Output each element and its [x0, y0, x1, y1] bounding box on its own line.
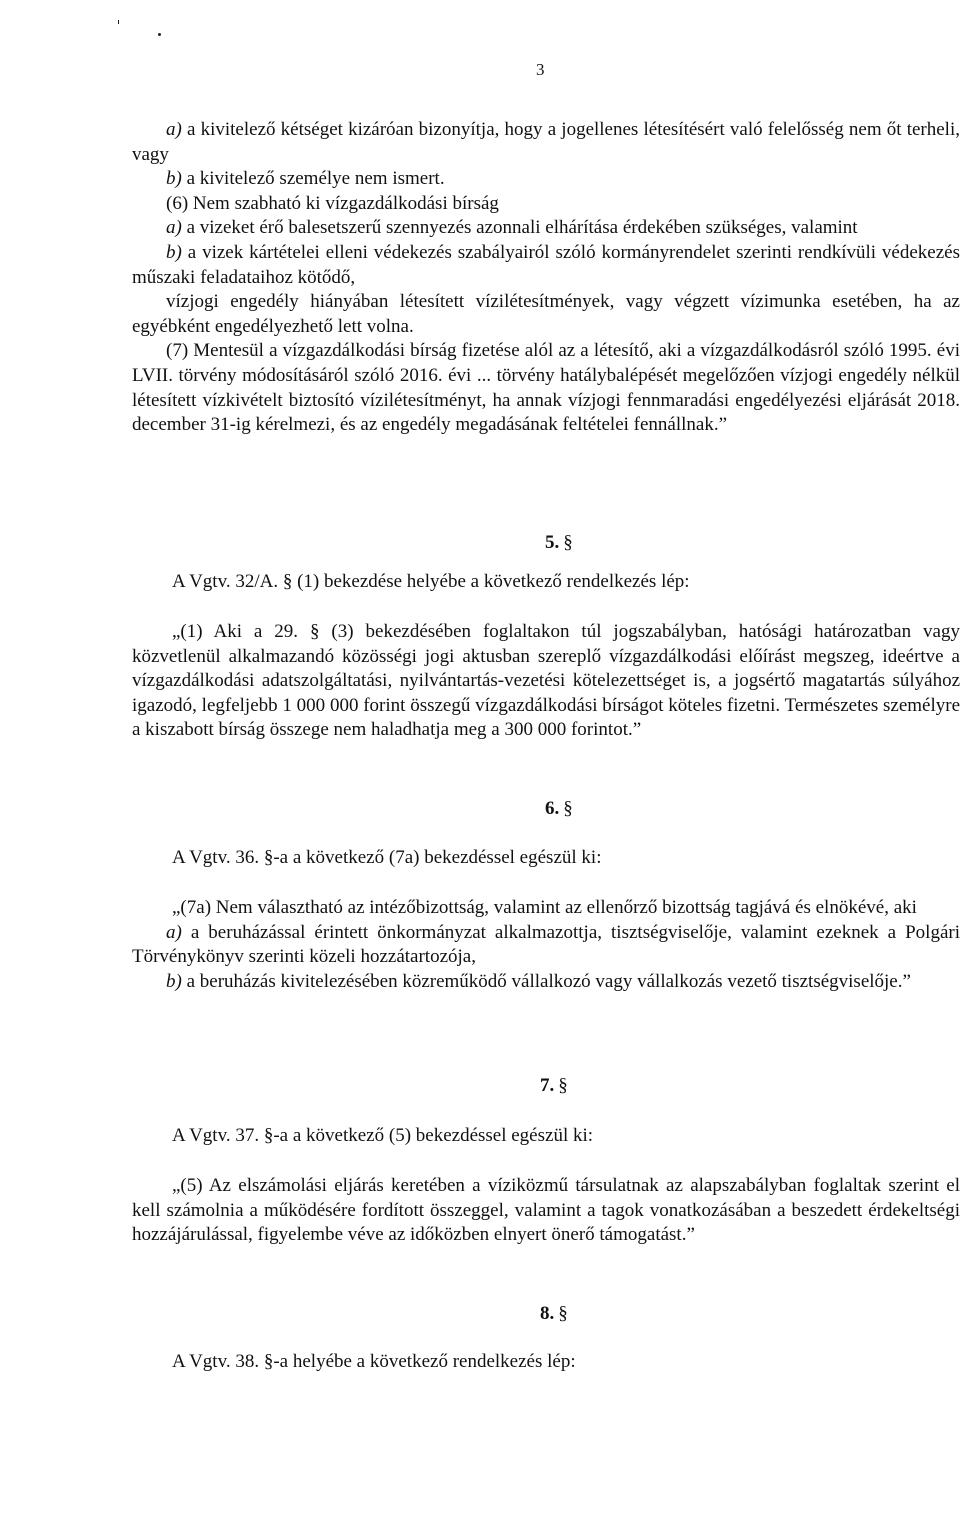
paragraph-text: (7) Mentesül a vízgazdálkodási bírság fizetése alól az a létesítő, aki a vízgazdálkodásról szóló 1995. évi LVII. törvény módosításáról szóló 2016. évi ... törvény hatálybalépését megelőzően vízjogi engedély nélkül létesített vízkivételt biztosító vízilétesítményt, ha annak vízjogi fennmaradási engedélyezési eljárását 2018. december 31-ig kérelmezi, és az engedély megadásának feltételei fennállnak.”	[132, 340, 960, 436]
section-body-5	[132, 620, 960, 743]
paragraph-text: (6) Nem szabható ki vízgazdálkodási bírság	[166, 192, 499, 214]
continuation-block	[132, 118, 960, 438]
point-a-employee	[132, 921, 960, 970]
section-heading-6	[545, 797, 573, 821]
amendment-paragraph-7a	[132, 896, 960, 921]
section-symbol: §	[563, 798, 573, 819]
paragraph-6-closing	[132, 290, 960, 339]
paragraph-text: vízjogi engedély hiányában létesített vízilétesítmények, vagy végzett vízimunka esetében, ha az egyébként engedélyezhető lett volna.	[132, 291, 960, 337]
point-label: b)	[166, 241, 182, 263]
paragraph-text: „(1) Aki a 29. § (3) bekezdésében foglaltakon túl jogszabályban, hatósági határozatban vagy közvetlenül alkalmazandó közösségi jogi aktusban szereplő vízgazdálkodási előírást megszeg, ideértve a vízgazdálkodási adatszolgáltatási, nyilvántartás-vezetési kötelezettséget is, a jogsértő magatartás súlyához igazodó, legfeljebb 1 000 000 forint összegű vízgazdálkodási bírságot köteles fizetni. Természetes személyre a kiszabott bírság összege nem haladhatja meg a 300 000 forintot.”	[132, 621, 960, 741]
section-number: 5.	[545, 532, 560, 553]
section-symbol: §	[558, 1303, 568, 1324]
paragraph-text: „(5) Az elszámolási eljárás keretében a víziközmű társulatnak az alapszabályban foglaltak szerint el kell számolnia a működésére fordított összeggel, valamint a tagok vonatkozásában a beszedett érdekeltségi hozzájárulással, figyelembe véve az időközben elnyert önerő támogatást.”	[132, 1175, 960, 1246]
amendment-paragraph-5	[132, 1174, 960, 1248]
point-label: a)	[166, 119, 182, 140]
point-label: a)	[166, 921, 182, 943]
section-number: 6.	[545, 798, 560, 819]
section-body-7	[132, 1174, 960, 1248]
section-intro-5: A Vgtv. 32/A. § (1) bekezdése helyébe a következő rendelkezés lép:	[172, 571, 690, 592]
section-body-6	[132, 896, 960, 994]
section-symbol: §	[563, 532, 573, 553]
point-text: a beruházással érintett önkormányzat alkalmazottja, tisztségviselője, valamint ezeknek a Polgári Törvénykönyv szerinti közeli hozzátartozója,	[132, 921, 960, 968]
point-label: b)	[166, 168, 182, 190]
point-label: b)	[166, 970, 182, 992]
point-b-unknown	[132, 167, 960, 192]
section-intro-8: A Vgtv. 38. §-a helyébe a következő rendelkezés lép:	[172, 1351, 576, 1372]
paragraph-7	[132, 339, 960, 437]
scan-artifact-mark	[118, 20, 119, 24]
amendment-paragraph-1	[132, 620, 960, 743]
point-text: a vizeket érő balesetszerű szennyezés azonnali elhárítása érdekében szükséges, valamint	[181, 217, 858, 239]
section-intro-7: A Vgtv. 37. §-a a következő (5) bekezdéssel egészül ki:	[172, 1125, 594, 1146]
paragraph-text: „(7a) Nem választható az intézőbizottság, valamint az ellenőrző bizottság tagjává és elnökévé, aki	[172, 897, 917, 918]
section-heading-5	[545, 531, 573, 555]
point-label: a)	[166, 217, 182, 239]
point-text: a kivitelező kétséget kizáróan bizonyítja, hogy a jogellenes létesítésért való felelősség nem őt terheli, vagy	[132, 119, 960, 165]
section-heading-7	[540, 1074, 568, 1098]
section-symbol: §	[558, 1075, 568, 1096]
paragraph-6-heading	[132, 192, 960, 217]
page-number: 3	[536, 60, 545, 79]
point-text: a kivitelező személye nem ismert.	[181, 168, 445, 190]
section-number: 8.	[540, 1303, 555, 1324]
point-b-contractor	[132, 970, 960, 995]
point-text: a beruházás kivitelezésében közreműködő vállalkozó vagy vállalkozás vezető tisztségviselője.”	[181, 970, 911, 992]
section-heading-8	[540, 1302, 568, 1326]
scan-artifact-dot	[158, 33, 161, 36]
section-intro-6: A Vgtv. 36. §-a a következő (7a) bekezdéssel egészül ki:	[172, 847, 602, 868]
section-number: 7.	[540, 1075, 555, 1096]
point-a-pollution	[132, 216, 960, 241]
point-a-liability	[132, 118, 960, 167]
point-text: a vizek kártételei elleni védekezés szabályairól szóló kormányrendelet szerinti rendkívüli védekezés műszaki feladataihoz kötődő,	[132, 241, 960, 288]
point-b-flood	[132, 241, 960, 290]
